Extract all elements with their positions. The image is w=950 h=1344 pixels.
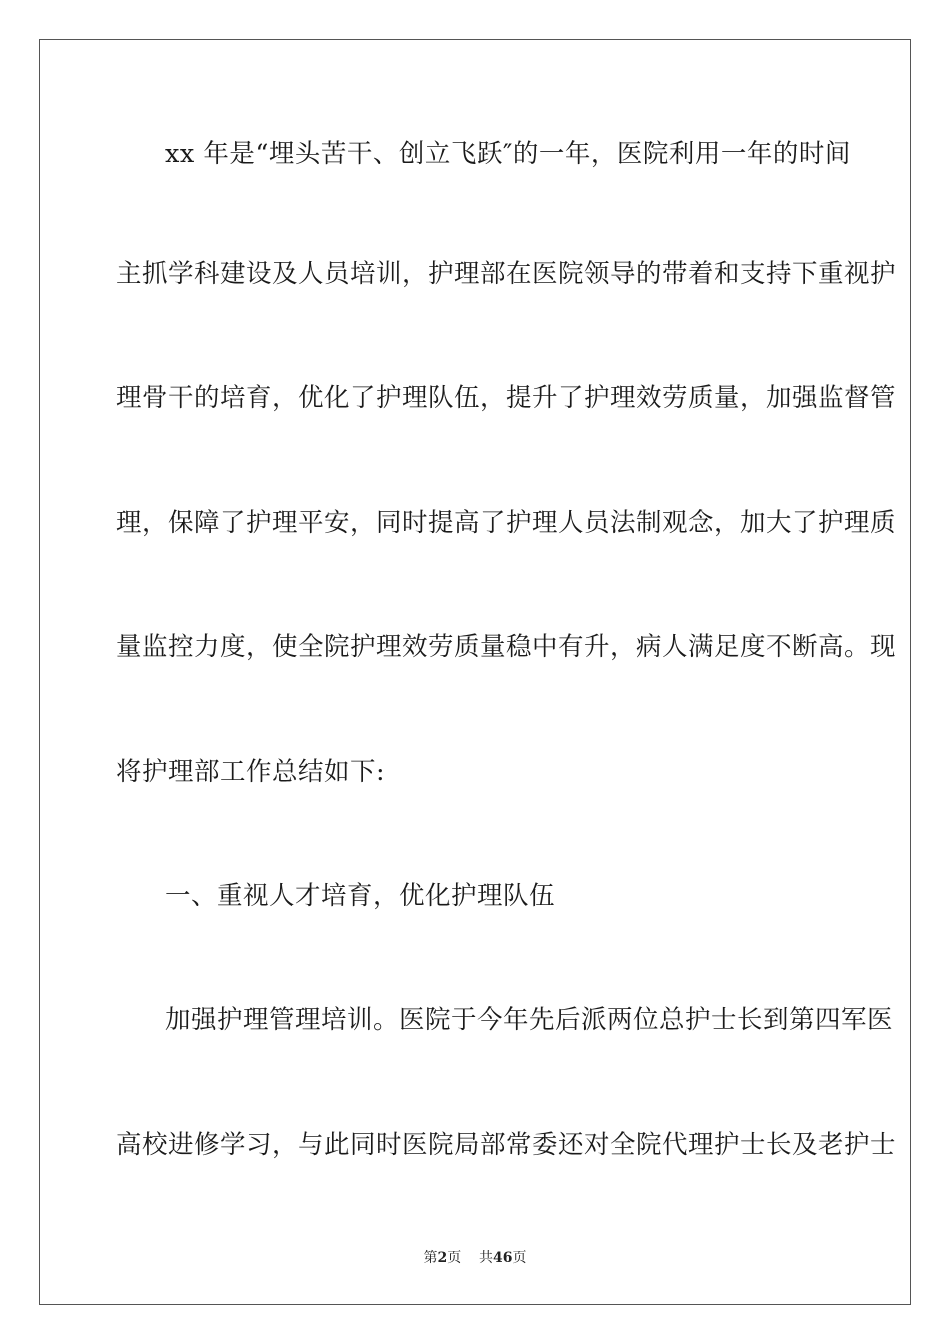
footer-total-prefix: 共 xyxy=(479,1250,494,1266)
page-border xyxy=(39,39,911,1305)
footer-total-suffix: 页 xyxy=(512,1250,527,1266)
paragraph-1-line-6: 将护理部工作总结如下: xyxy=(116,757,386,787)
paragraph-2-line-1: 加强护理管理培训。医院于今年先后派两位总护士长到第四军医 xyxy=(165,1005,894,1035)
paragraph-1-line-1: xx 年是“埋头苦干、创立飞跃″的一年，医院利用一年的时间 xyxy=(165,139,851,169)
page-footer xyxy=(0,1248,950,1268)
footer-page-suffix: 页 xyxy=(447,1250,462,1266)
paragraph-1-line-5: 量监控力度，使全院护理效劳质量稳中有升，病人满足度不断高。现 xyxy=(116,632,897,662)
paragraph-2-line-2: 高校进修学习，与此同时医院局部常委还对全院代理护士长及老护士 xyxy=(116,1130,897,1160)
paragraph-1-line-3: 理骨干的培育，优化了护理队伍，提升了护理效劳质量，加强监督管 xyxy=(116,383,897,413)
footer-page-number: 2 xyxy=(437,1250,448,1266)
section-heading: 一、重视人才培育，优化护理队伍 xyxy=(165,881,556,911)
footer-page-prefix: 第 xyxy=(423,1250,438,1266)
paragraph-1-line-4: 理，保障了护理平安，同时提高了护理人员法制观念，加大了护理质 xyxy=(116,508,897,538)
footer-total-number: 46 xyxy=(493,1250,513,1266)
paragraph-1-line-2: 主抓学科建设及人员培训，护理部在医院领导的带着和支持下重视护 xyxy=(116,259,897,289)
